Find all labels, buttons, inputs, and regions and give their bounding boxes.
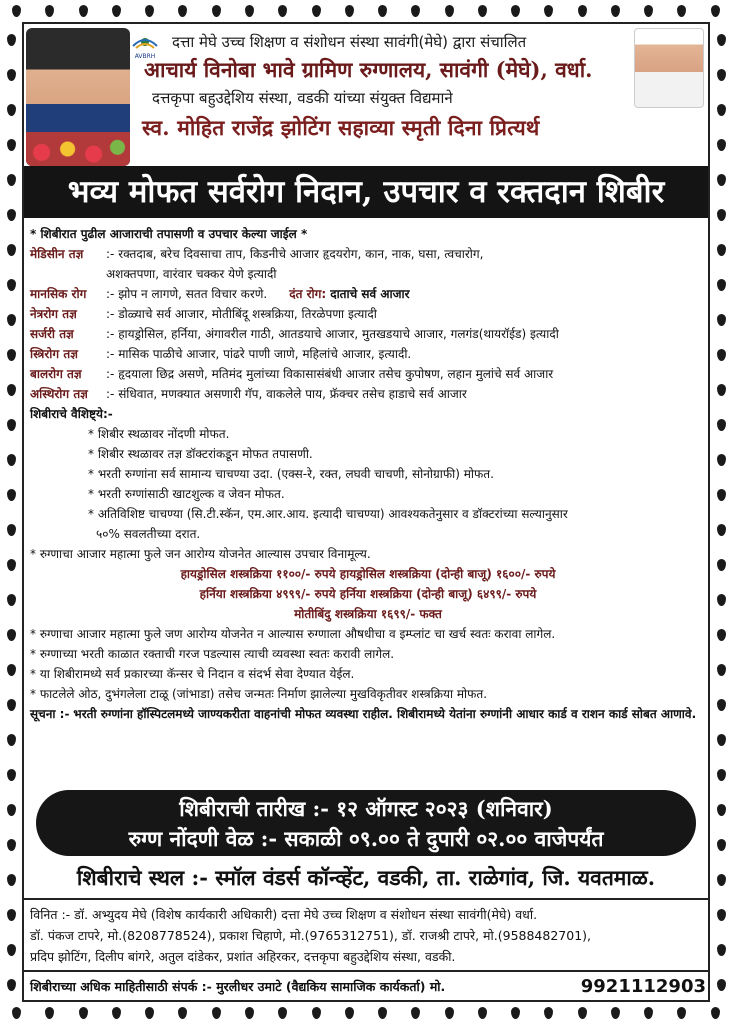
drop-icon [145, 1007, 154, 1019]
drop-icon [178, 5, 187, 17]
department-row [30, 244, 706, 264]
feature-item: * शिबीर स्थळावर तज्ञ डॉक्टरांकडून मोफत तपासणी. [88, 447, 313, 461]
drop-icon [7, 839, 16, 851]
drop-icon [7, 524, 16, 536]
department-text: :- डोळ्याचे सर्व आजार, मोतीबिंदू शस्त्रक्रिया, तिरळेपणा इत्यादी [106, 307, 377, 321]
flowers-decoration [26, 132, 130, 166]
dental-text: दाताचे सर्व आजार [330, 287, 410, 301]
drop-icon [717, 734, 726, 746]
footer-line-1: विनित :- डॉ. अभ्युदय मेघे (विशेष कार्यकारी अधिकारी) दत्ता मेघे उच्च शिक्षण व संशोधन संस्था सावंगी(मेघे) वर्धा. [30, 907, 538, 922]
department-text: :- मासिक पाळीचे आजार, पांढरे पाणी जाणे, महिलांचे आजार, इत्यादी. [106, 347, 412, 361]
note-item: * रुग्णाचा आजार महात्मा फुले जण आरोग्य योजनेत न आल्यास रुग्णाला औषधीचा व इम्प्लांट चा खर्च स्वतः करावा लागेल. [30, 627, 556, 641]
drop-icon [717, 489, 726, 501]
department-label: स्त्रिरोग तज्ञ [30, 347, 78, 361]
drop-icon [578, 5, 587, 17]
drop-icon [7, 594, 16, 606]
drop-icon [7, 174, 16, 186]
header-line-3: दत्तकृपा बहुउद्देशिय संस्था, वडकी यांच्या संयुक्त विद्यमाने [152, 89, 453, 107]
drop-icon [411, 5, 420, 17]
portrait-photo-left [26, 28, 130, 166]
drop-icon [578, 1007, 587, 1019]
drop-icon [411, 1007, 420, 1019]
drop-icon [717, 839, 726, 851]
drop-icon [7, 69, 16, 81]
drop-icon [611, 5, 620, 17]
drop-icon [717, 979, 726, 991]
drop-icon [45, 1007, 54, 1019]
features-list [30, 424, 706, 544]
department-label: सर्जरी तज्ञ [30, 327, 74, 341]
drop-icon [677, 5, 686, 17]
department-text: :- झोप न लागणे, सतत विचार करणे. [106, 287, 268, 301]
border-left [0, 22, 22, 1002]
drop-icon [7, 349, 16, 361]
drop-icon [717, 174, 726, 186]
drop-icon [12, 1007, 21, 1019]
feature-item: * भरती रुग्णांना सर्व सामान्य चाचण्या उदा. (एक्स-रे, रक्त, लघवी चाचणी, सोनोग्राफी) मोफत. [88, 467, 494, 481]
drop-icon [717, 699, 726, 711]
date-box [36, 790, 696, 856]
drop-icon [717, 874, 726, 886]
drop-icon [112, 1007, 121, 1019]
drop-icon [278, 1007, 287, 1019]
drop-icon [717, 384, 726, 396]
footer-line-2: डॉ. पंकज टापरे, मो.(8208778524), प्रकाश चिहाणे, मो.(9765312751), डॉ. राजश्री टापरे, मो.(9588482701), [30, 928, 592, 943]
contact-text: शिबीराच्या अधिक माहितीसाठी संपर्क :- मुरलीधर उमाटे (वैद्यकिय सामाजिक कार्यकर्ता) मो. [30, 979, 446, 994]
drop-icon [717, 559, 726, 571]
drop-icon [378, 5, 387, 17]
drop-icon [7, 454, 16, 466]
drop-icon [717, 419, 726, 431]
department-label: नेत्ररोग तज्ञ [30, 307, 77, 321]
drop-icon [717, 454, 726, 466]
suchana-label: सूचना :- [30, 707, 70, 721]
note-item: * फाटलेले ओठ, दुभंगलेला टाळू (जांभाडा) तसेच जन्मतः निर्माण झालेल्या मुखविकृतीवर शस्त्रक्रिया मोफत. [30, 687, 488, 701]
drop-icon [717, 209, 726, 221]
drop-icon [79, 1007, 88, 1019]
department-text: :- हृदयाला छिद्र असणे, मतिमंद मुलांच्या विकासासंबंधी आजार तसेच कुपोषण, लहान मुलांचे सर्व आजार [106, 367, 554, 381]
drop-icon [717, 104, 726, 116]
scheme-note: * रुग्णाचा आजार महात्मा फुले जन आरोग्य योजनेत आल्यास उपचार विनामूल्य. [30, 547, 371, 561]
footer [30, 904, 706, 967]
drop-icon [717, 629, 726, 641]
dental-label: दंत रोग: [289, 287, 327, 301]
drop-icon [7, 559, 16, 571]
department-row [30, 304, 706, 324]
drop-icon [7, 804, 16, 816]
intro-text: * शिबीरात पुढील आजाराची तपासणी व उपचार केल्या जाईल * [30, 227, 308, 241]
feature-item: * अतिविशिष्ट चाचण्या (सि.टी.स्कॅन, एम.आर.आय. इत्यादी चाचण्या) आवश्यकतेनुसार व डॉक्टरांच्या सल्यानुसार [88, 507, 568, 521]
drop-icon [717, 524, 726, 536]
registration-time: रुग्ण नोंदणी वेळ :- सकाळी ०९.०० ते दुपारी ०२.०० वाजेपर्यंत [128, 826, 604, 851]
drop-icon [717, 804, 726, 816]
drop-icon [717, 139, 726, 151]
drop-icon [644, 5, 653, 17]
department-label: मेडिसीन तज्ञ [30, 247, 84, 261]
drop-icon [717, 944, 726, 956]
features-title: शिबीराचे वैशिष्ट्ये:- [30, 407, 113, 421]
drop-icon [717, 34, 726, 46]
drop-icon [677, 1007, 686, 1019]
drop-icon [7, 34, 16, 46]
department-label: अस्थिरोग तज्ञ [30, 387, 88, 401]
department-text: :- हायड्रोसिल, हर्निया, अंगावरील गाठी, आतडयाचे आजार, मुतखडयाचे आजार, गलगंड(थायरॉईड) इत्यादी [106, 327, 559, 341]
department-text: अशक्तपणा, वारंवार चक्कर येणे इत्यादी [106, 267, 277, 281]
drop-icon [544, 5, 553, 17]
drop-icon [511, 1007, 520, 1019]
drop-icon [278, 5, 287, 17]
drop-icon [7, 244, 16, 256]
department-label: मानसिक रोग [30, 287, 87, 301]
drop-icon [345, 1007, 354, 1019]
contact [30, 974, 706, 1000]
drop-icon [312, 1007, 321, 1019]
drop-icon [717, 314, 726, 326]
divider [24, 898, 708, 900]
drop-icon [7, 664, 16, 676]
drop-icon [711, 5, 720, 17]
department-row [30, 384, 706, 404]
department-label [30, 264, 106, 284]
drop-icon [312, 5, 321, 17]
department-label: बालरोग तज्ञ [30, 367, 82, 381]
divider [24, 970, 708, 972]
drop-icon [378, 1007, 387, 1019]
main-banner: भव्य मोफत सर्वरोग निदान, उपचार व रक्तदान शिबीर [24, 166, 708, 218]
drop-icon [478, 1007, 487, 1019]
drop-icon [245, 1007, 254, 1019]
note-item: * रुग्णाच्या भरती काळात रक्ताची गरज पडल्यास त्याची व्यवस्था स्वतः करावी लागेल. [30, 647, 395, 661]
department-row [30, 364, 706, 384]
drop-icon [7, 419, 16, 431]
venue: शिबीराचे स्थल :- स्मॉल वंडर्स कॉन्व्हेंट, वडकी, ता. राळेगांव, जि. यवतमाळ. [76, 865, 656, 890]
drop-icon [7, 279, 16, 291]
department-row [30, 324, 706, 344]
content-body [30, 224, 706, 724]
hospital-name: आचार्य विनोबा भावे ग्रामिण रुग्णालय, सावंगी (मेघे), वर्धा. [144, 57, 593, 82]
drop-icon [345, 5, 354, 17]
drop-icon [7, 909, 16, 921]
border-top [0, 0, 732, 22]
header [24, 24, 708, 166]
drop-icon [544, 1007, 553, 1019]
drop-icon [717, 664, 726, 676]
drop-icon [478, 5, 487, 17]
drop-icon [7, 979, 16, 991]
drop-icon [717, 69, 726, 81]
drop-icon [511, 5, 520, 17]
drop-icon [717, 769, 726, 781]
memorial-line: स्व. मोहित राजेंद्र झोटिंग सहाव्या स्मृती दिना प्रित्यर्थ [142, 115, 540, 140]
drop-icon [7, 104, 16, 116]
feature-item: * शिबीर स्थळावर नोंदणी मोफत. [88, 427, 230, 441]
drop-icon [7, 489, 16, 501]
drop-icon [212, 1007, 221, 1019]
poster [22, 22, 710, 1002]
drop-icon [717, 594, 726, 606]
drop-icon [245, 5, 254, 17]
drop-icon [611, 1007, 620, 1019]
drop-icon [212, 5, 221, 17]
drop-icon [7, 944, 16, 956]
border-right [710, 22, 732, 1002]
drop-icon [7, 314, 16, 326]
drop-icon [445, 1007, 454, 1019]
border-bottom [0, 1002, 732, 1024]
department-text: :- संधिवात, मणक्यात असणारी गॅप, वाकलेले पाय, फ्रॅक्चर तसेच हाडाचे सर्व आजार [106, 387, 467, 401]
departments-list [30, 244, 706, 404]
feature-item: ५०% सवलतीच्या दरात. [96, 527, 201, 541]
drop-icon [178, 1007, 187, 1019]
suchana-text: भरती रुग्णांना हॉस्पिटलमध्ये जाण्यकरीता वाहनांची मोफत व्यवस्था राहील. शिबीरामध्ये येतांना रुग्णांनी आधार कार्ड व राशन कार्ड सोबत आणावे. [73, 707, 697, 721]
drop-icon [7, 769, 16, 781]
drop-icon [112, 5, 121, 17]
drop-icon [79, 5, 88, 17]
price-item: मोतीबिंदु शस्त्रक्रिया १६९९/- फक्त [294, 607, 442, 621]
drop-icon [7, 139, 16, 151]
department-text: :- रक्तदाब, बरेच दिवसाचा ताप, किडनीचे आजार हृदयरोग, कान, नाक, घसा, त्वचारोग, [106, 247, 484, 261]
drop-icon [445, 5, 454, 17]
notes-list [30, 624, 706, 704]
drop-icon [145, 5, 154, 17]
drop-icon [7, 629, 16, 641]
drop-icon [7, 209, 16, 221]
drop-icon [717, 909, 726, 921]
drop-icon [45, 5, 54, 17]
drop-icon [717, 279, 726, 291]
drop-icon [711, 1007, 720, 1019]
footer-line-3: प्रदिप झोटिंग, दिलीप बांगरे, अतुल दांडेकर, प्रशांत अहिरकर, दत्तकृपा बहुउद्देशिय संस्था, वडकी. [30, 949, 456, 964]
camp-date: शिबीराची तारीख :- १२ ऑगस्ट २०२३ (शनिवार) [179, 796, 553, 821]
drop-icon [7, 384, 16, 396]
svg-text:AVBRH: AVBRH [134, 53, 156, 60]
drop-icon [7, 874, 16, 886]
drop-icon [717, 244, 726, 256]
department-row [30, 344, 706, 364]
department-row [30, 284, 706, 304]
drop-icon [12, 5, 21, 17]
department-row [30, 264, 706, 284]
portrait-photo-right [634, 28, 704, 108]
drop-icon [7, 699, 16, 711]
note-item: * या शिबीरामध्ये सर्व प्रकारच्या कॅन्सर चे निदान व संदर्भ सेवा देण्यात येईल. [30, 667, 355, 681]
price-item: हर्निया शस्त्रक्रिया ४९९९/- रुपये हर्निया शस्त्रक्रिया (दोन्ही बाजू) ६४९९/- रुपये [199, 587, 537, 601]
suchana [30, 704, 706, 724]
drop-icon [7, 734, 16, 746]
header-line-1: दत्ता मेघे उच्च शिक्षण व संशोधन संस्था सावंगी(मेघे) द्वारा संचालित [172, 33, 527, 51]
drop-icon [717, 349, 726, 361]
contact-phone: 9921112903 [580, 976, 706, 997]
price-item: हायड्रोसिल शस्त्रक्रिया ११००/- रुपये हायड्रोसिल शस्त्रक्रिया (दोन्ही बाजू) १६००/- रुपये [180, 567, 556, 581]
price-list [30, 564, 706, 624]
feature-item: * भरती रुग्णांसाठी खाटशुल्क व जेवन मोफत. [88, 487, 285, 501]
drop-icon [644, 1007, 653, 1019]
